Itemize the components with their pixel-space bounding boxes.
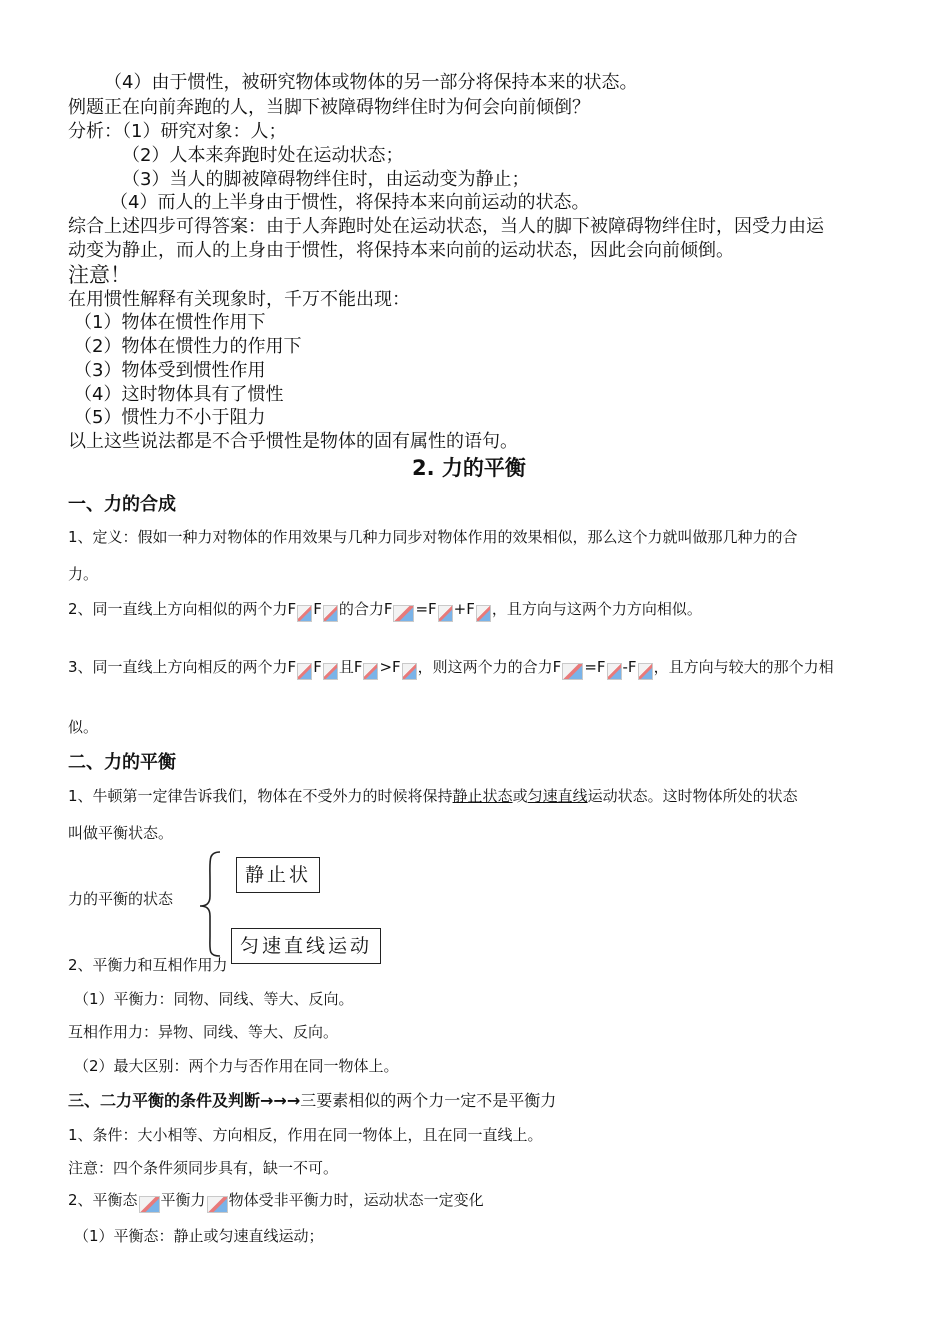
opp-dir-text-h: ，且方向与较大的那个力相	[653, 658, 834, 676]
formula-image-icon	[323, 663, 338, 680]
definition-line-1: 1、定义：假如一种力对物体的作用效果与几种力同步对物体作用的效果相似，那么这个力就叫做那几种力的合	[68, 528, 798, 546]
opp-dir-text-g: -F	[622, 658, 637, 676]
wrong-statement-4: （4）这时物体具有了惯性	[74, 384, 284, 405]
pair-heading: 2、平衡力和互相作用力	[68, 956, 228, 974]
formula-image-icon	[139, 1196, 160, 1213]
analysis-step-1: （1）研究对象：人；	[122, 121, 287, 142]
same-dir-text-d: =F	[415, 600, 437, 618]
analysis-label-text: 分析：	[68, 121, 122, 142]
opposite-direction-rule	[68, 656, 834, 680]
box-static-state: 静止状	[236, 857, 320, 893]
curly-brace-icon	[196, 850, 224, 958]
inertia-point-4: （4）由于惯性，被研究物体或物体的另一部分将保持本来的状态。	[104, 72, 638, 93]
section-title: 2. 力的平衡	[412, 456, 526, 480]
newton-text-mid: 或	[512, 787, 528, 805]
balance-state-label: 力的平衡的状态	[68, 890, 174, 908]
note-intro: 在用惯性解释有关现象时，千万不能出现：	[68, 289, 410, 310]
pair-interaction-force: 互相作用力：异物、同线、等大、反向。	[68, 1023, 339, 1041]
note-end: 以上这些说法都是不合乎惯性是物体的固有属性的语句。	[68, 431, 518, 452]
heading-condition: 三、二力平衡的条件及判断	[68, 1091, 261, 1110]
same-dir-text-e: +F	[453, 600, 475, 618]
opp-dir-text-b: F	[313, 658, 322, 676]
condition-note: 注意：四个条件须同步具有，缺一不可。	[68, 1159, 339, 1177]
formula-image-icon	[562, 663, 583, 680]
newton-line-2: 叫做平衡状态。	[68, 824, 174, 842]
analysis-label	[68, 117, 286, 143]
opp-dir-text-d: >F	[379, 658, 401, 676]
heading-composition: 一、力的合成	[68, 494, 176, 515]
analysis-step-4: （4）而人的上半身由于惯性，将保持本来向前运动的状态。	[110, 192, 590, 213]
formula-image-icon	[638, 663, 653, 680]
same-dir-text-f: ，且方向与这两个力方向相似。	[491, 600, 702, 618]
formula-image-icon	[438, 605, 453, 622]
wrong-statement-1: （1）物体在惯性作用下	[74, 312, 266, 333]
analysis-step-2: （2）人本来奔跑时处在运动状态；	[122, 145, 404, 166]
formula-image-icon	[393, 605, 414, 622]
definition-line-2: 力。	[68, 565, 99, 583]
opposite-direction-end: 似。	[68, 718, 99, 736]
same-dir-text-b: F	[313, 600, 322, 618]
formula-image-icon	[297, 605, 312, 622]
relation-text-b: 平衡力	[160, 1191, 206, 1209]
formula-image-icon	[607, 663, 622, 680]
opp-dir-text-c: 且F	[338, 658, 363, 676]
note-title: 注意！	[68, 263, 131, 287]
newton-text-post: 运动状态。这时物体所处的状态	[587, 787, 798, 805]
condition-rule: 1、条件：大小相等、方向相反，作用在同一物体上，且在同一直线上。	[68, 1126, 543, 1144]
opp-dir-text-a: 3、同一直线上方向相反的两个力F	[68, 658, 297, 676]
uniform-motion-term: 匀速直线	[527, 787, 588, 805]
heading-condition-row	[68, 1088, 556, 1111]
box-uniform-motion: 匀速直线运动	[231, 928, 381, 964]
formula-image-icon	[323, 605, 338, 622]
relation-text-c: 物体受非平衡力时，运动状态一定变化	[228, 1191, 484, 1209]
formula-image-icon	[476, 605, 491, 622]
wrong-statement-3: （3）物体受到惯性作用	[74, 360, 266, 381]
example-question: 例题正在向前奔跑的人，当脚下被障碍物绊住时为何会向前倾倒？	[68, 97, 590, 118]
formula-image-icon	[363, 663, 378, 680]
heading-balance: 二、力的平衡	[68, 752, 176, 773]
same-direction-rule	[68, 598, 702, 622]
conclusion-line-1: 综合上述四步可得答案：由于人奔跑时处在运动状态，当人的脚下被障碍物绊住时，因受力由运	[68, 216, 824, 237]
relation-text-a: 2、平衡态	[68, 1191, 138, 1209]
wrong-statement-5: （5）惯性力不小于阻力	[74, 407, 266, 428]
balanced-state-def: （1）平衡态：静止或匀速直线运动；	[74, 1227, 324, 1245]
condition-tail: 三要素相似的两个力一定不是平衡力	[300, 1091, 557, 1110]
opp-dir-text-f: =F	[584, 658, 606, 676]
formula-image-icon	[297, 663, 312, 680]
formula-image-icon	[402, 663, 417, 680]
analysis-step-3: （3）当人的脚被障碍物绊住时，由运动变为静止；	[122, 169, 530, 190]
static-state-term: 静止状态	[452, 787, 513, 805]
formula-image-icon	[207, 1196, 228, 1213]
newton-text-pre: 1、牛顿第一定律告诉我们，物体在不受外力的时候将保持	[68, 787, 453, 805]
arrows: →→→	[260, 1091, 301, 1110]
wrong-statement-2: （2）物体在惯性力的作用下	[74, 336, 302, 357]
state-force-relation	[68, 1189, 484, 1213]
conclusion-line-2: 动变为静止，而人的上身由于惯性，将保持本来向前的运动状态，因此会向前倾倒。	[68, 240, 734, 261]
opp-dir-text-e: ，则这两个力的合力F	[417, 658, 562, 676]
pair-key-difference: （2）最大区别：两个力与否作用在同一物体上。	[74, 1057, 399, 1075]
pair-balanced-force: （1）平衡力：同物、同线、等大、反向。	[74, 990, 354, 1008]
newton-line-1	[68, 785, 798, 806]
same-dir-text-c: 的合力F	[338, 600, 393, 618]
same-dir-text-a: 2、同一直线上方向相似的两个力F	[68, 600, 297, 618]
